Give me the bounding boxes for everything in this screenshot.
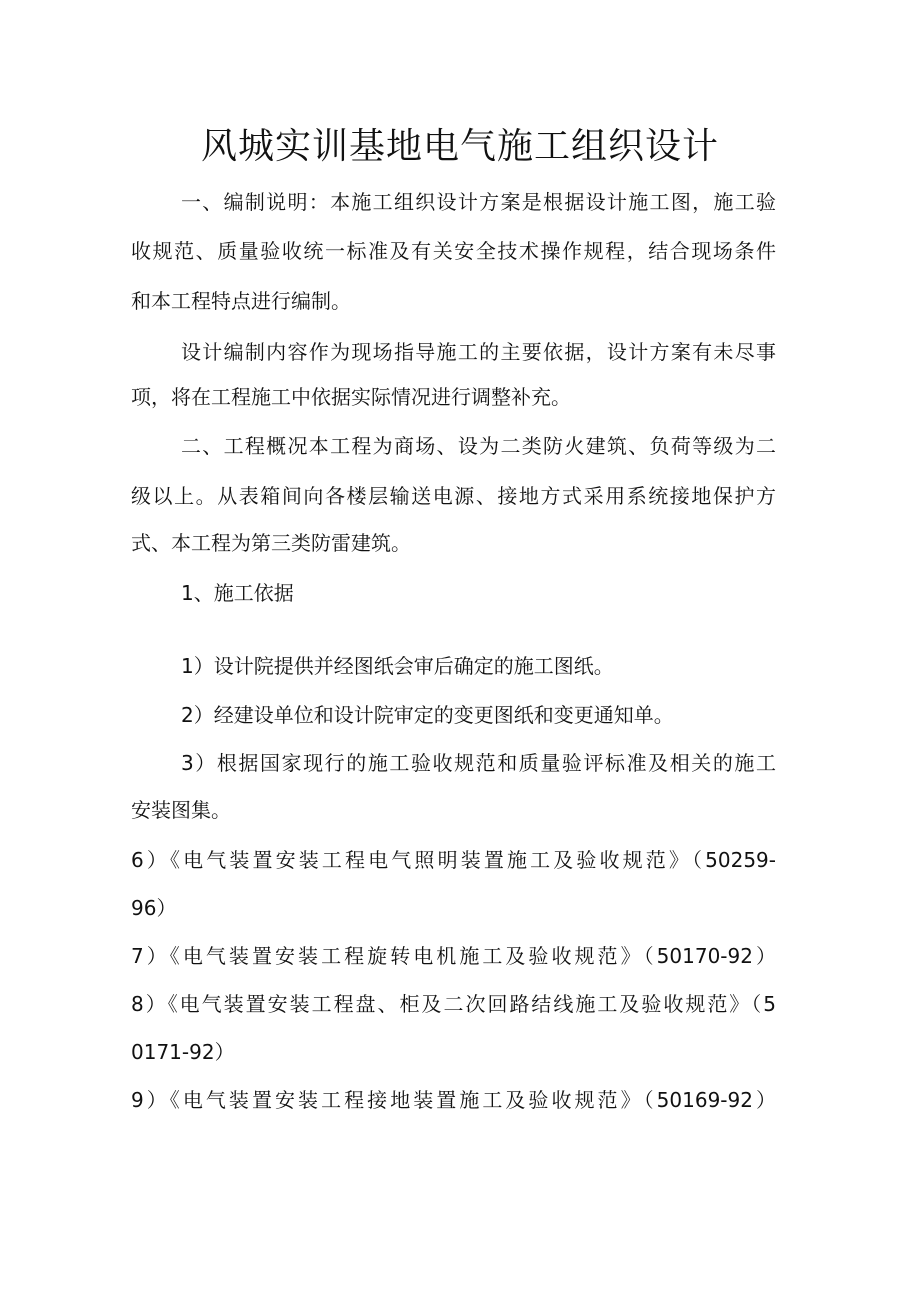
list-item-2: 2）经建设单位和设计院审定的变更图纸和变更通知单。 xyxy=(181,703,674,727)
reference-6-line-2: 96） xyxy=(131,896,177,920)
list-item-3-line-2: 安装图集。 xyxy=(131,798,231,822)
section-2-line-1: 二、工程概况本工程为商场、设为二类防火建筑、负荷等级为二 xyxy=(181,434,776,458)
section-1-line-3: 和本工程特点进行编制。 xyxy=(131,289,351,313)
list-item-1: 1）设计院提供并经图纸会审后确定的施工图纸。 xyxy=(181,654,614,678)
list-item-3-line-1: 3）根据国家现行的施工验收规范和质量验评标准及相关的施工 xyxy=(181,751,776,775)
reference-7: 7）《电气装置安装工程旋转电机施工及验收规范》（50170-92） xyxy=(131,944,776,968)
subsection-heading: 1、施工依据 xyxy=(181,581,294,605)
section-1-line-2: 收规范、质量验收统一标准及有关安全技术操作规程，结合现场条件 xyxy=(131,239,776,263)
reference-9: 9）《电气装置安装工程接地装置施工及验收规范》（50169-92） xyxy=(131,1088,776,1112)
section-2-line-3: 式、本工程为第三类防雷建筑。 xyxy=(131,531,411,555)
paragraph-2-line-1: 设计编制内容作为现场指导施工的主要依据，设计方案有未尽事 xyxy=(181,340,776,364)
section-2-line-2: 级以上。从表箱间向各楼层输送电源、接地方式采用系统接地保护方 xyxy=(131,484,776,508)
paragraph-2-line-2: 项，将在工程施工中依据实际情况进行调整补充。 xyxy=(131,385,571,409)
document-title: 风城实训基地电气施工组织设计 xyxy=(200,126,719,167)
section-1-line-1: 一、编制说明：本施工组织设计方案是根据设计施工图，施工验 xyxy=(181,190,776,214)
reference-6-line-1: 6）《电气装置安装工程电气照明装置施工及验收规范》（50259- xyxy=(131,848,776,872)
reference-8-line-1: 8）《电气装置安装工程盘、柜及二次回路结线施工及验收规范》（5 xyxy=(131,992,776,1016)
reference-8-line-2: 0171-92） xyxy=(131,1040,235,1064)
